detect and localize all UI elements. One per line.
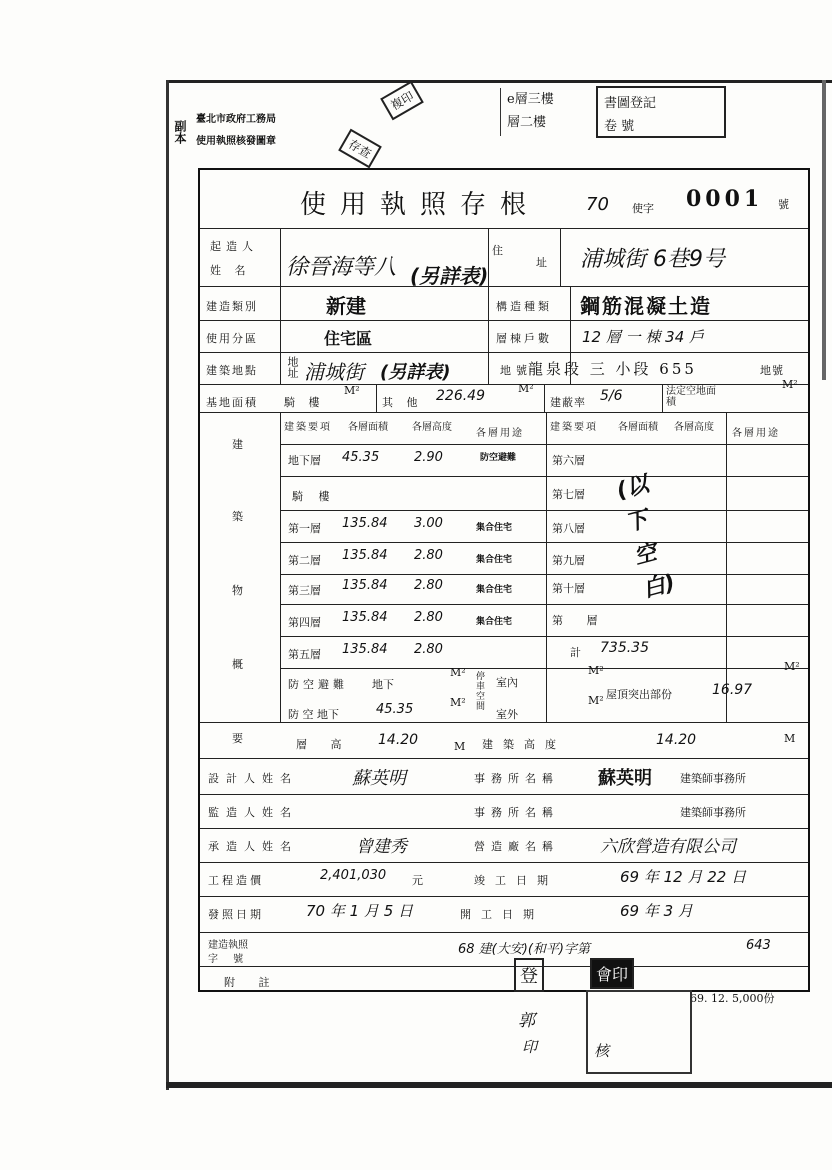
structure-label: 構造種類	[496, 300, 552, 313]
row-line-7	[200, 722, 808, 723]
builder-divider	[280, 228, 281, 286]
completion-label: 竣工日期	[474, 874, 558, 887]
designer-label: 設計人姓名	[208, 772, 298, 785]
bldg-row-line-4	[280, 574, 808, 575]
bottom-stamp-4: 核	[594, 1042, 610, 1060]
shelter-value: 地下	[372, 678, 394, 691]
lot-suffix: 地號	[760, 364, 784, 377]
designer-office: 蘇英明	[598, 768, 652, 789]
parking-outdoor: 室外	[496, 708, 518, 721]
floor-height-label: 層 高	[296, 738, 352, 751]
builder-label-2: 姓 名	[210, 264, 251, 277]
annex-label: 騎 樓	[284, 396, 325, 409]
bldg-height-label: 建築高度	[482, 738, 566, 751]
row-line-8	[200, 758, 808, 759]
bldg-row-line-1	[280, 476, 808, 477]
bldg-side-divider	[280, 412, 281, 722]
floor-box	[500, 88, 597, 136]
bldg-row-1-name: 騎 樓	[292, 490, 336, 503]
print-info: 69. 12. 5,000份	[690, 992, 775, 1005]
bottom-stamp-5: 會印	[590, 958, 634, 989]
shelter-unit: M²	[450, 666, 466, 679]
open-label: 法定空地面積	[666, 386, 716, 408]
supervisor-office-label: 事務所名稱	[474, 806, 559, 819]
bldg-header-6: 各層高度	[674, 422, 714, 433]
shelter-label: 防空避難	[288, 678, 348, 691]
row-line-12	[200, 896, 808, 897]
bldg-side-4: 要	[232, 732, 248, 745]
bottom-stamp-box	[586, 990, 692, 1074]
zone-label: 使用分區	[206, 332, 258, 345]
open-divider	[662, 384, 663, 412]
lot-value: 龍泉段 三 小段 655	[528, 360, 697, 378]
address-divider-1	[488, 228, 489, 286]
bldg-row-6-rarea: 735.35	[600, 640, 649, 656]
parking-basement-label: 防 空 地下	[288, 708, 339, 721]
row-line-1	[200, 228, 808, 229]
bldg-row-2-height: 3.00	[414, 516, 443, 531]
row-line-3	[200, 320, 808, 321]
blank-below-note: (以下空白)	[613, 471, 678, 603]
scan-top-border	[168, 80, 832, 83]
supervisor-office-suffix: 建築師事務所	[680, 806, 746, 819]
bldg-row-line-2	[280, 510, 808, 511]
row-line-13	[200, 932, 808, 933]
floor-height-value: 14.20	[378, 732, 419, 748]
floor-box-line2: 層二樓	[507, 115, 547, 130]
bldg-height-value: 14.20	[656, 732, 697, 748]
parking-basement-value: 45.35	[376, 702, 414, 717]
side-seal-tag: 副本	[173, 120, 187, 144]
other-label: 其 他	[382, 396, 423, 409]
contractor-firm: 六欣營造有限公司	[600, 837, 736, 857]
bldg-row-1-rname: 第七層	[552, 488, 585, 501]
bldg-row-6-area: 135.84	[342, 642, 388, 657]
form-title: 使用執照存根	[300, 190, 541, 220]
parking-label: 停車空間	[476, 672, 486, 712]
bldg-row-line-7	[280, 668, 808, 669]
title-suffix: 號	[778, 198, 789, 211]
bldg-row-line-5	[280, 604, 808, 605]
bldg-row-line-6	[280, 636, 808, 637]
open-unit: M²	[782, 378, 798, 391]
floors-value: 12 層 一 棟 34 戶	[582, 328, 705, 346]
bldg-row-4-name: 第三層	[288, 584, 321, 597]
permit-form	[198, 168, 810, 992]
bldg-side-2: 物	[232, 584, 248, 597]
cost-value: 2,401,030	[320, 868, 387, 883]
bldg-row-5-use: 集合住宅	[476, 617, 513, 627]
title-number: 0001	[686, 186, 764, 212]
designer-office-label: 事務所名稱	[474, 772, 559, 785]
bldg-header-1: 各層面積	[348, 422, 388, 433]
bldg-row-3-use: 集合住宅	[476, 555, 513, 565]
bldg-side-3: 概	[232, 658, 248, 671]
bldg-row-5-area: 135.84	[342, 610, 388, 625]
scan-bottom-border	[166, 1082, 832, 1088]
other-value: 226.49	[436, 388, 485, 404]
bldg-row-3-area: 135.84	[342, 548, 388, 563]
address-label-2: 址	[536, 256, 552, 269]
builder-note: (另詳表)	[410, 264, 489, 288]
category-value: 新建	[326, 294, 366, 318]
bldg-height-unit: M	[784, 732, 796, 745]
title-mid: 使字	[632, 202, 654, 215]
scan-right-border	[822, 80, 826, 380]
bldg-row-2-rname: 第八層	[552, 522, 585, 535]
bldg-row-0-area: 45.35	[342, 450, 380, 465]
contractor-name: 曾建秀	[356, 837, 407, 857]
bldg-row-6-height: 2.80	[414, 642, 443, 657]
floors-label: 層棟戶數	[496, 332, 552, 345]
bldg-right-divider	[726, 412, 727, 722]
designer-office-suffix: 建築師事務所	[680, 772, 746, 785]
cost-unit: 元	[412, 874, 423, 887]
site-label: 建築地點	[206, 364, 258, 377]
right-box-line2: 卷 號	[604, 119, 635, 134]
row-line-5	[200, 384, 808, 385]
bldg-row-5-rname: 第 層	[552, 614, 608, 627]
row-line-2	[200, 286, 808, 287]
row-line-9	[200, 794, 808, 795]
bldg-row-2-name: 第一層	[288, 522, 321, 535]
bldg-row-4-use: 集合住宅	[476, 585, 513, 595]
row-line-6	[200, 412, 808, 413]
bldg-row-5-name: 第四層	[288, 616, 321, 629]
bldg-side-1: 築	[232, 510, 248, 523]
bldg-header-5: 各層面積	[618, 422, 658, 433]
bldg-row-3-rname: 第九層	[552, 554, 585, 567]
base-area-label: 基地面積	[206, 396, 258, 409]
bldg-header-3: 各層用途	[476, 428, 524, 439]
bottom-stamp-2: 郭	[518, 1011, 535, 1031]
bldg-header-4: 建築要項	[550, 422, 598, 433]
site-addr-label: 地址	[286, 356, 299, 378]
builder-value: 徐晉海等八	[286, 255, 397, 280]
bldg-row-line-3	[280, 542, 808, 543]
side-seal-line1: 臺北市政府工務局	[196, 114, 276, 125]
bldg-row-5-height: 2.80	[414, 610, 443, 625]
roof-value: 16.97	[712, 682, 753, 698]
permit-value: 68 建(大安)(和平)字第	[458, 942, 590, 957]
diag-stamp-2: 存查	[338, 129, 382, 169]
completion-value: 69 年 12 月 22 日	[620, 868, 747, 886]
bldg-row-2-area: 135.84	[342, 516, 388, 531]
bldg-header-7: 各層用途	[732, 428, 780, 439]
coverage-divider	[544, 384, 545, 412]
roof-label: 屋頂突出部份	[606, 688, 672, 701]
contractor-label: 承造人姓名	[208, 840, 298, 853]
floor-height-unit: M	[454, 740, 466, 753]
bldg-row-3-height: 2.80	[414, 548, 443, 563]
floor-box-line1: e層三樓	[507, 92, 554, 107]
permit-label-1: 建造執照	[208, 940, 248, 951]
parking-outdoor-unit: M²	[588, 694, 604, 707]
category-divider	[280, 286, 281, 384]
bldg-header-0: 建築要項	[284, 422, 332, 433]
start-label: 開工日期	[460, 908, 544, 921]
bottom-stamp-1: 登	[514, 958, 544, 992]
bldg-row-4-height: 2.80	[414, 578, 443, 593]
scan-left-border	[166, 80, 169, 1090]
annex-unit: M²	[344, 384, 360, 397]
parking-indoor-unit: M²	[588, 664, 604, 677]
row-line-10	[200, 828, 808, 829]
parking-indoor: 室內	[496, 676, 518, 689]
builder-label-1: 起造人	[210, 240, 258, 253]
permit-number: 643	[746, 938, 771, 953]
bldg-row-0-name: 地下層	[288, 454, 321, 467]
supervisor-label: 監造人姓名	[208, 806, 298, 819]
title-year: 70	[586, 194, 609, 215]
category-label: 建造類別	[206, 300, 258, 313]
other-unit: M²	[518, 382, 534, 395]
bldg-row-4-rname: 第十層	[552, 582, 585, 595]
bldg-side-0: 建	[232, 438, 248, 451]
row-line-4	[200, 352, 808, 353]
bldg-row-0-use: 防空避難	[480, 453, 517, 463]
diag-stamp-1: 複印	[380, 81, 424, 121]
permit-label-2: 字 號	[208, 954, 250, 965]
issue-value: 70 年 1 月 5 日	[306, 902, 414, 920]
side-seal-line2: 使用執照核發圖章	[196, 136, 276, 147]
bldg-row-3-name: 第二層	[288, 554, 321, 567]
parking-basement-unit: M²	[450, 696, 466, 709]
bldg-row-6-rname: 計	[570, 646, 581, 659]
bldg-mid-divider	[546, 412, 547, 722]
coverage-value: 5/6	[600, 388, 623, 404]
bldg-row-4-area: 135.84	[342, 578, 388, 593]
issue-label: 發照日期	[208, 908, 264, 921]
other-divider	[376, 384, 377, 412]
cost-label: 工程造價	[208, 874, 264, 887]
address-divider-2	[560, 228, 561, 286]
start-value: 69 年 3 月	[620, 902, 693, 920]
row-line-14	[200, 966, 808, 967]
bldg-header-2: 各層高度	[412, 422, 452, 433]
row-line-11	[200, 862, 808, 863]
coverage-label: 建蔽率	[550, 396, 586, 409]
bldg-row-line-0	[280, 444, 808, 445]
site-value: 浦城街	[304, 360, 364, 384]
right-stamp-box	[596, 86, 726, 138]
address-value: 浦城街 6巷9号	[580, 247, 725, 272]
roof-unit: M²	[784, 660, 800, 673]
right-box-line1: 書圖登記	[604, 96, 657, 111]
structure-divider	[488, 286, 489, 384]
structure-value: 鋼筋混凝土造	[580, 294, 712, 318]
zone-value: 住宅區	[324, 329, 373, 348]
address-label-1: 住	[492, 244, 508, 257]
bldg-row-2-use: 集合住宅	[476, 523, 513, 533]
remarks-label: 附 註	[224, 976, 280, 989]
bottom-stamp-3: 印	[522, 1038, 538, 1056]
lot-label: 地號	[500, 364, 532, 377]
designer-name: 蘇英明	[352, 768, 406, 789]
contractor-firm-label: 營造廠名稱	[474, 840, 559, 853]
bldg-row-6-name: 第五層	[288, 648, 321, 661]
site-note: (另詳表)	[380, 362, 451, 383]
bldg-row-0-rname: 第六層	[552, 454, 585, 467]
bldg-row-0-height: 2.90	[414, 450, 443, 465]
